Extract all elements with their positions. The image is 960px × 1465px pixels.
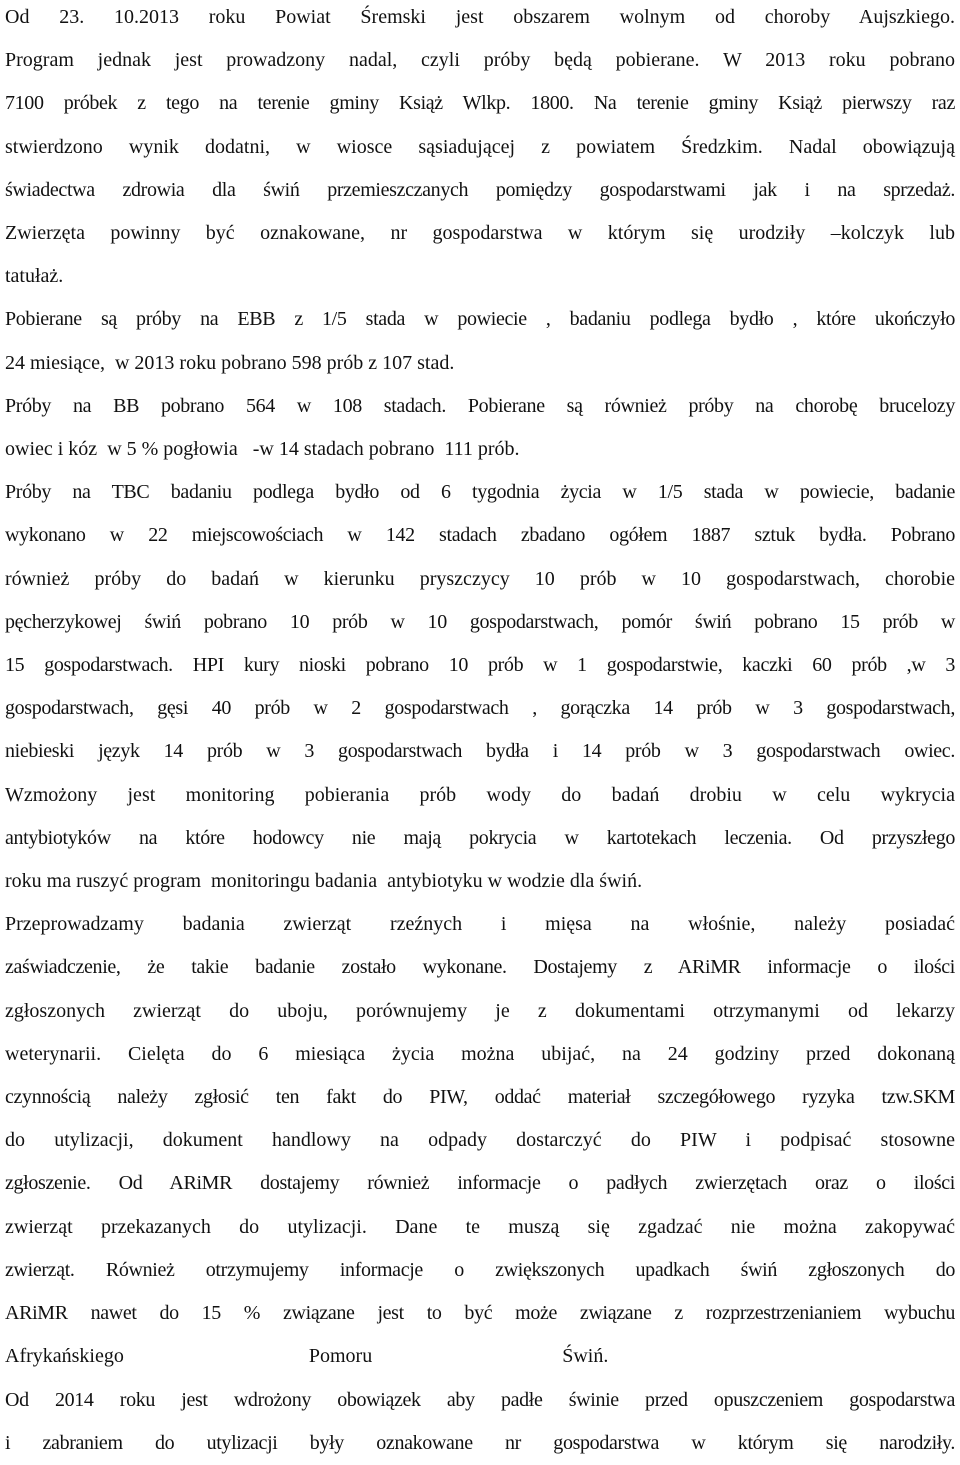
text-line: do utylizacji, dokument handlowy na odpady dostarczyć do PIW i podpisać stosowne [5, 1129, 955, 1152]
text-line: Od 23. 10.2013 roku Powiat Śremski jest obszarem wolnym od choroby Aujszkiego. [5, 6, 955, 28]
text-line: zwierząt. Również otrzymujemy informacje o zwiększonych upadkach świń zgłoszonych do [5, 1258, 955, 1281]
paragraph-2014-obligation [5, 1379, 955, 1465]
text-line: Próby na BB pobrano 564 w 108 stadach. Pobierane są również próby na chorobę brucelozy [5, 394, 955, 417]
paragraph-ebb [5, 298, 955, 384]
text-line: gospodarstwach, gęsi 40 prób w 2 gospodarstwach , gorączka 14 prób w 3 gospodarstwach, [5, 697, 955, 720]
paragraph-aujeszky [5, 0, 955, 298]
paragraph-slaughter [5, 903, 955, 1378]
text-line: 15 gospodarstwach. HPI kury nioski pobrano 10 prób w 1 gospodarstwie, kaczki 60 prób ,w 3 [5, 654, 955, 677]
text-line: 7100 próbek z tego na terenie gminy Książ Wlkp. 1800. Na terenie gminy Książ pierwszy raz [5, 92, 955, 115]
text-line: Afrykańskiego Pomoru Świń. [5, 1345, 609, 1368]
text-line: Próby na TBC badaniu podlega bydło od 6 tygodnia życia w 1/5 stada w powiecie, badanie [5, 481, 955, 504]
text-line: zaświadczenie, że takie badanie zostało wykonane. Dostajemy z ARiMR informacje o ilości [5, 956, 955, 979]
text-line: tatułaż. [5, 265, 64, 288]
text-line: niebieski język 14 prób w 3 gospodarstwach bydła i 14 prób w 3 gospodarstwach owiec. [5, 740, 955, 763]
paragraph-tbc [5, 471, 955, 903]
text-line: owiec i kóz w 5 % pogłowia -w 14 stadach pobrano 111 prób. [5, 438, 520, 461]
text-line: roku ma ruszyć program monitoringu badania antybiotyku w wodzie dla świń. [5, 870, 643, 893]
text-line: zwierząt przekazanych do utylizacji. Dane te muszą się zgadzać nie można zakopywać [5, 1215, 955, 1238]
text-line: zgłoszenie. Od ARiMR dostajemy również informacje o padłych zwierzętach oraz o ilości [5, 1172, 955, 1195]
text-line: ARiMR nawet do 15 % związane jest to być może związane z rozprzestrzenianiem wybuchu [5, 1302, 955, 1325]
text-line: Zwierzęta powinny być oznakowane, nr gospodarstwa w którym się urodziły –kolczyk lub [5, 222, 955, 245]
text-line: Przeprowadzamy badania zwierząt rzeźnych i mięsa na włośnie, należy posiadać [5, 913, 955, 936]
text-line: Pobierane są próby na EBB z 1/5 stada w powiecie , badaniu podlega bydło , które ukończyło [5, 308, 955, 331]
paragraph-bb-brucellosis [5, 385, 955, 471]
text-line: stwierdzono wynik dodatni, w wiosce sąsiadującej z powiatem Średzkim. Nadal obowiązują [5, 135, 955, 158]
text-line: Wzmożony jest monitoring pobierania prób wody do badań drobiu w celu wykrycia [5, 783, 955, 806]
text-line: zgłoszonych zwierząt do uboju, porównujemy je z dokumentami otrzymanymi od lekarzy [5, 999, 955, 1022]
document-page [5, 0, 955, 1465]
text-line: weterynarii. Cielęta do 6 miesiąca życia można ubijać, na 24 godziny przed dokonaną [5, 1042, 955, 1065]
text-line: 24 miesiące, w 2013 roku pobrano 598 prób z 107 stad. [5, 351, 455, 374]
text-line: również próby do badań w kierunku pryszczycy 10 prób w 10 gospodarstwach, chorobie [5, 567, 955, 590]
text-line: wykonano w 22 miejscowościach w 142 stadach zbadano ogółem 1887 sztuk bydła. Pobrano [5, 524, 955, 547]
text-line: świadectwa zdrowia dla świń przemieszczanych pomiędzy gospodarstwami jak i na sprzedaż. [5, 178, 955, 201]
text-line: i zabraniem do utylizacji były oznakowane nr gospodarstwa w którym się narodziły. [5, 1431, 955, 1454]
text-line: pęcherzykowej świń pobrano 10 prób w 10 gospodarstwach, pomór świń pobrano 15 prób w [5, 610, 955, 633]
text-line: antybiotyków na które hodowcy nie mają pokrycia w kartotekach leczenia. Od przyszłego [5, 826, 955, 849]
text-line: czynnością należy zgłosić ten fakt do PIW, oddać materiał szczegółowego ryzyka tzw.SKM [5, 1086, 955, 1109]
text-line: Od 2014 roku jest wdrożony obowiązek aby padłe świnie przed opuszczeniem gospodarstwa [5, 1388, 955, 1411]
text-line: Program jednak jest prowadzony nadal, czyli próby będą pobierane. W 2013 roku pobrano [5, 49, 955, 72]
